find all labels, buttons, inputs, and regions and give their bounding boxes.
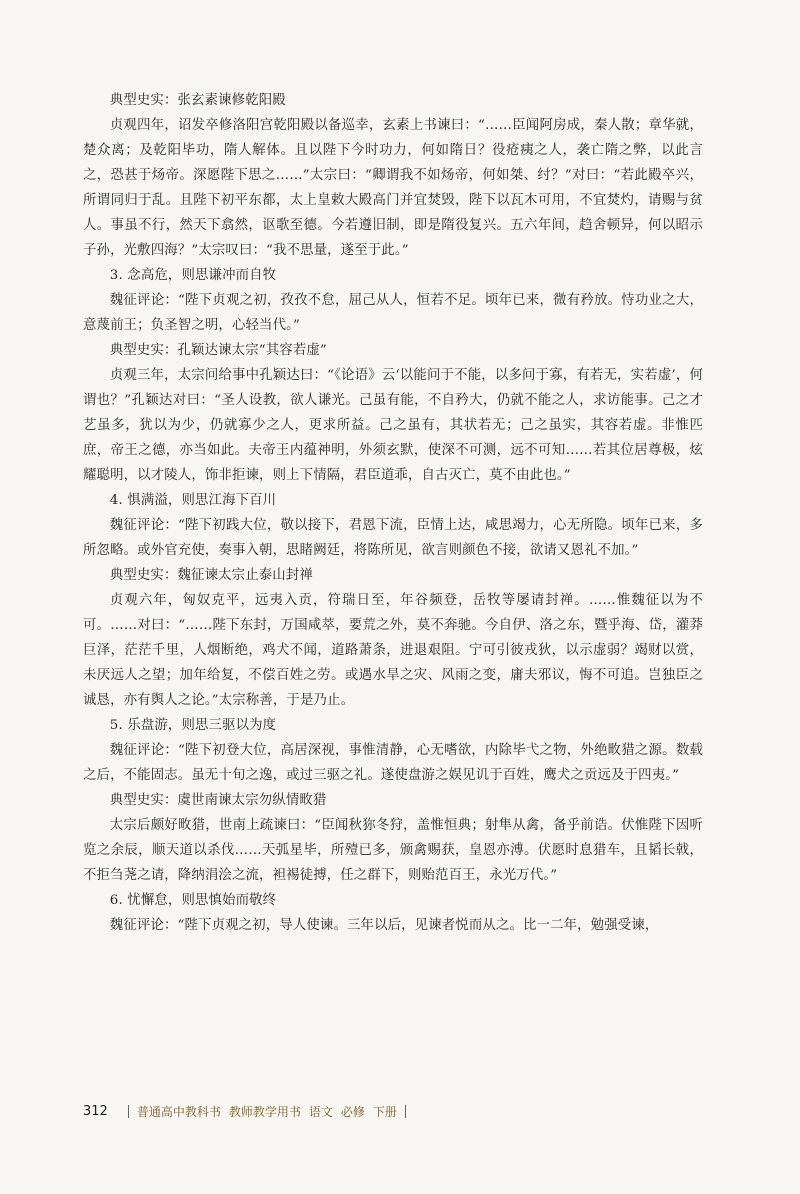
section-heading: 6. 忧懈怠，则思慎始而敬终	[109, 893, 277, 908]
section-heading: 3. 念高危，则思谦冲而自牧	[109, 268, 277, 283]
footer-divider	[405, 1105, 406, 1118]
body-paragraph: 魏征评论：“陛下初践大位，敬以接下，君恩下流，臣情上达，咸思竭力，心无所隐。顷年已来，多所忽略。或外官充使，奏事入朝，思睹阙廷，将陈所见，欲言则颜色不接，欲请又恩礼不加。”	[83, 518, 703, 558]
footer-module: 必修	[340, 1104, 365, 1119]
main-text	[83, 88, 703, 938]
body-paragraph: 贞观三年，太宗问给事中孔颖达曰：“《论语》云‘以能问于不能，以多问于寡，有若无，实若虚’，何谓也？”孔颖达对曰：“圣人设教，欲人谦光。己虽有能，不自矜大，仍就不能之人，求访能事。己之才艺虽多，犹以为少，仍就寡少之人，更求所益。己之虽有，其状若无；己之虽实，其容若虚。非惟匹庶，帝王之德，亦当如此。夫帝王内蕴神明，外须玄默，使深不可测，远不可知……若其位居尊极，炫耀聪明，以才陵人，饰非拒谏，则上下情隔，君臣道乖，自古灭亡，莫不由此也。”	[83, 368, 703, 483]
footer-book-type: 教师教学用书	[228, 1104, 301, 1119]
footer-divider	[128, 1105, 129, 1118]
page-number: 312	[83, 1103, 108, 1119]
section-heading: 典型史实：孔颖达谏太宗“其容若虚”	[109, 343, 327, 358]
body-paragraph: 太宗后颇好畋猎，世南上疏谏曰：“臣闻秋狝冬狩，盖惟恒典；射隼从禽，备乎前诰。伏惟陛下因听览之余辰，顺天道以杀伐……天弧星毕，所殪已多，颁禽赐获，皇恩亦溥。伏愿时息猎车，且韬长戟，不拒刍荛之请，降纳涓浍之流，袒裼徒搏，任之群下，则贻范百王，永光万代。”	[83, 818, 703, 883]
body-paragraph: 贞观四年，诏发卒修洛阳宫乾阳殿以备巡幸，玄素上书谏曰：“……臣闻阿房成，秦人散；章华就，楚众离；及乾阳毕功，隋人解体。且以陛下今时功力，何如隋日？役疮痍之人，袭亡隋之弊，以此言之，恐甚于炀帝。深愿陛下思之……”太宗曰：“卿谓我不如炀帝，何如桀、纣？”对曰：“若此殿卒兴，所谓同归于乱。且陛下初平东都，太上皇敕大殿高门并宜焚毁，陛下以瓦木可用，不宜焚灼，请赐与贫人。事虽不行，然天下翕然，讴歌至德。今若遵旧制，即是隋役复兴。五六年间，趋舍顿异，何以昭示子孙，光敷四海？”太宗叹曰：“我不思量，遂至于此。”	[83, 118, 703, 258]
footer-series: 普通高中教科书	[136, 1104, 221, 1119]
section-heading: 典型史实：张玄素谏修乾阳殿	[109, 93, 286, 108]
section-heading: 5. 乐盘游，则思三驱以为度	[109, 718, 277, 733]
footer-subject: 语文	[308, 1104, 333, 1119]
footer-volume: 下册	[372, 1104, 397, 1119]
section-heading: 典型史实：虞世南谏太宗勿纵情畋猎	[109, 793, 327, 808]
section-heading: 4. 惧满溢，则思江海下百川	[109, 493, 277, 508]
body-paragraph: 魏征评论：“陛下贞观之初，孜孜不怠，屈己从人，恒若不足。顷年已来，微有矜放。恃功业之大，意蔑前王；负圣智之明，心轻当代。”	[83, 293, 703, 333]
page-footer	[83, 1100, 703, 1122]
body-paragraph: 贞观六年，匈奴克平，远夷入贡，符瑞日至，年谷频登，岳牧等屡请封禅。……惟魏征以为不可。……对曰：“……陛下东封，万国咸萃，要荒之外，莫不奔驰。今自伊、洛之东，暨乎海、岱，灌莽巨泽，茫茫千里，人烟断绝，鸡犬不闻，道路萧条，进退艰阻。宁可引彼戎狄，以示虚弱？竭财以赏，未厌远人之望；加年给复，不偿百姓之劳。或遇水旱之灾、风雨之变，庸夫邪议，悔不可追。岂独臣之诚恳，亦有舆人之论。”太宗称善，于是乃止。	[83, 593, 703, 708]
body-paragraph: 魏征评论：“陛下初登大位，高居深视，事惟清静，心无嗜欲，内除毕弋之物，外绝畋猎之源。数载之后，不能固志。虽无十旬之逸，或过三驱之礼。遂使盘游之娱见讥于百姓，鹰犬之贡远及于四夷。”	[83, 743, 703, 783]
section-heading: 典型史实：魏征谏太宗止泰山封禅	[109, 568, 313, 583]
body-paragraph: 魏征评论：“陛下贞观之初，导人使谏。三年以后，见谏者悦而从之。比一二年，勉强受谏，	[109, 918, 659, 933]
